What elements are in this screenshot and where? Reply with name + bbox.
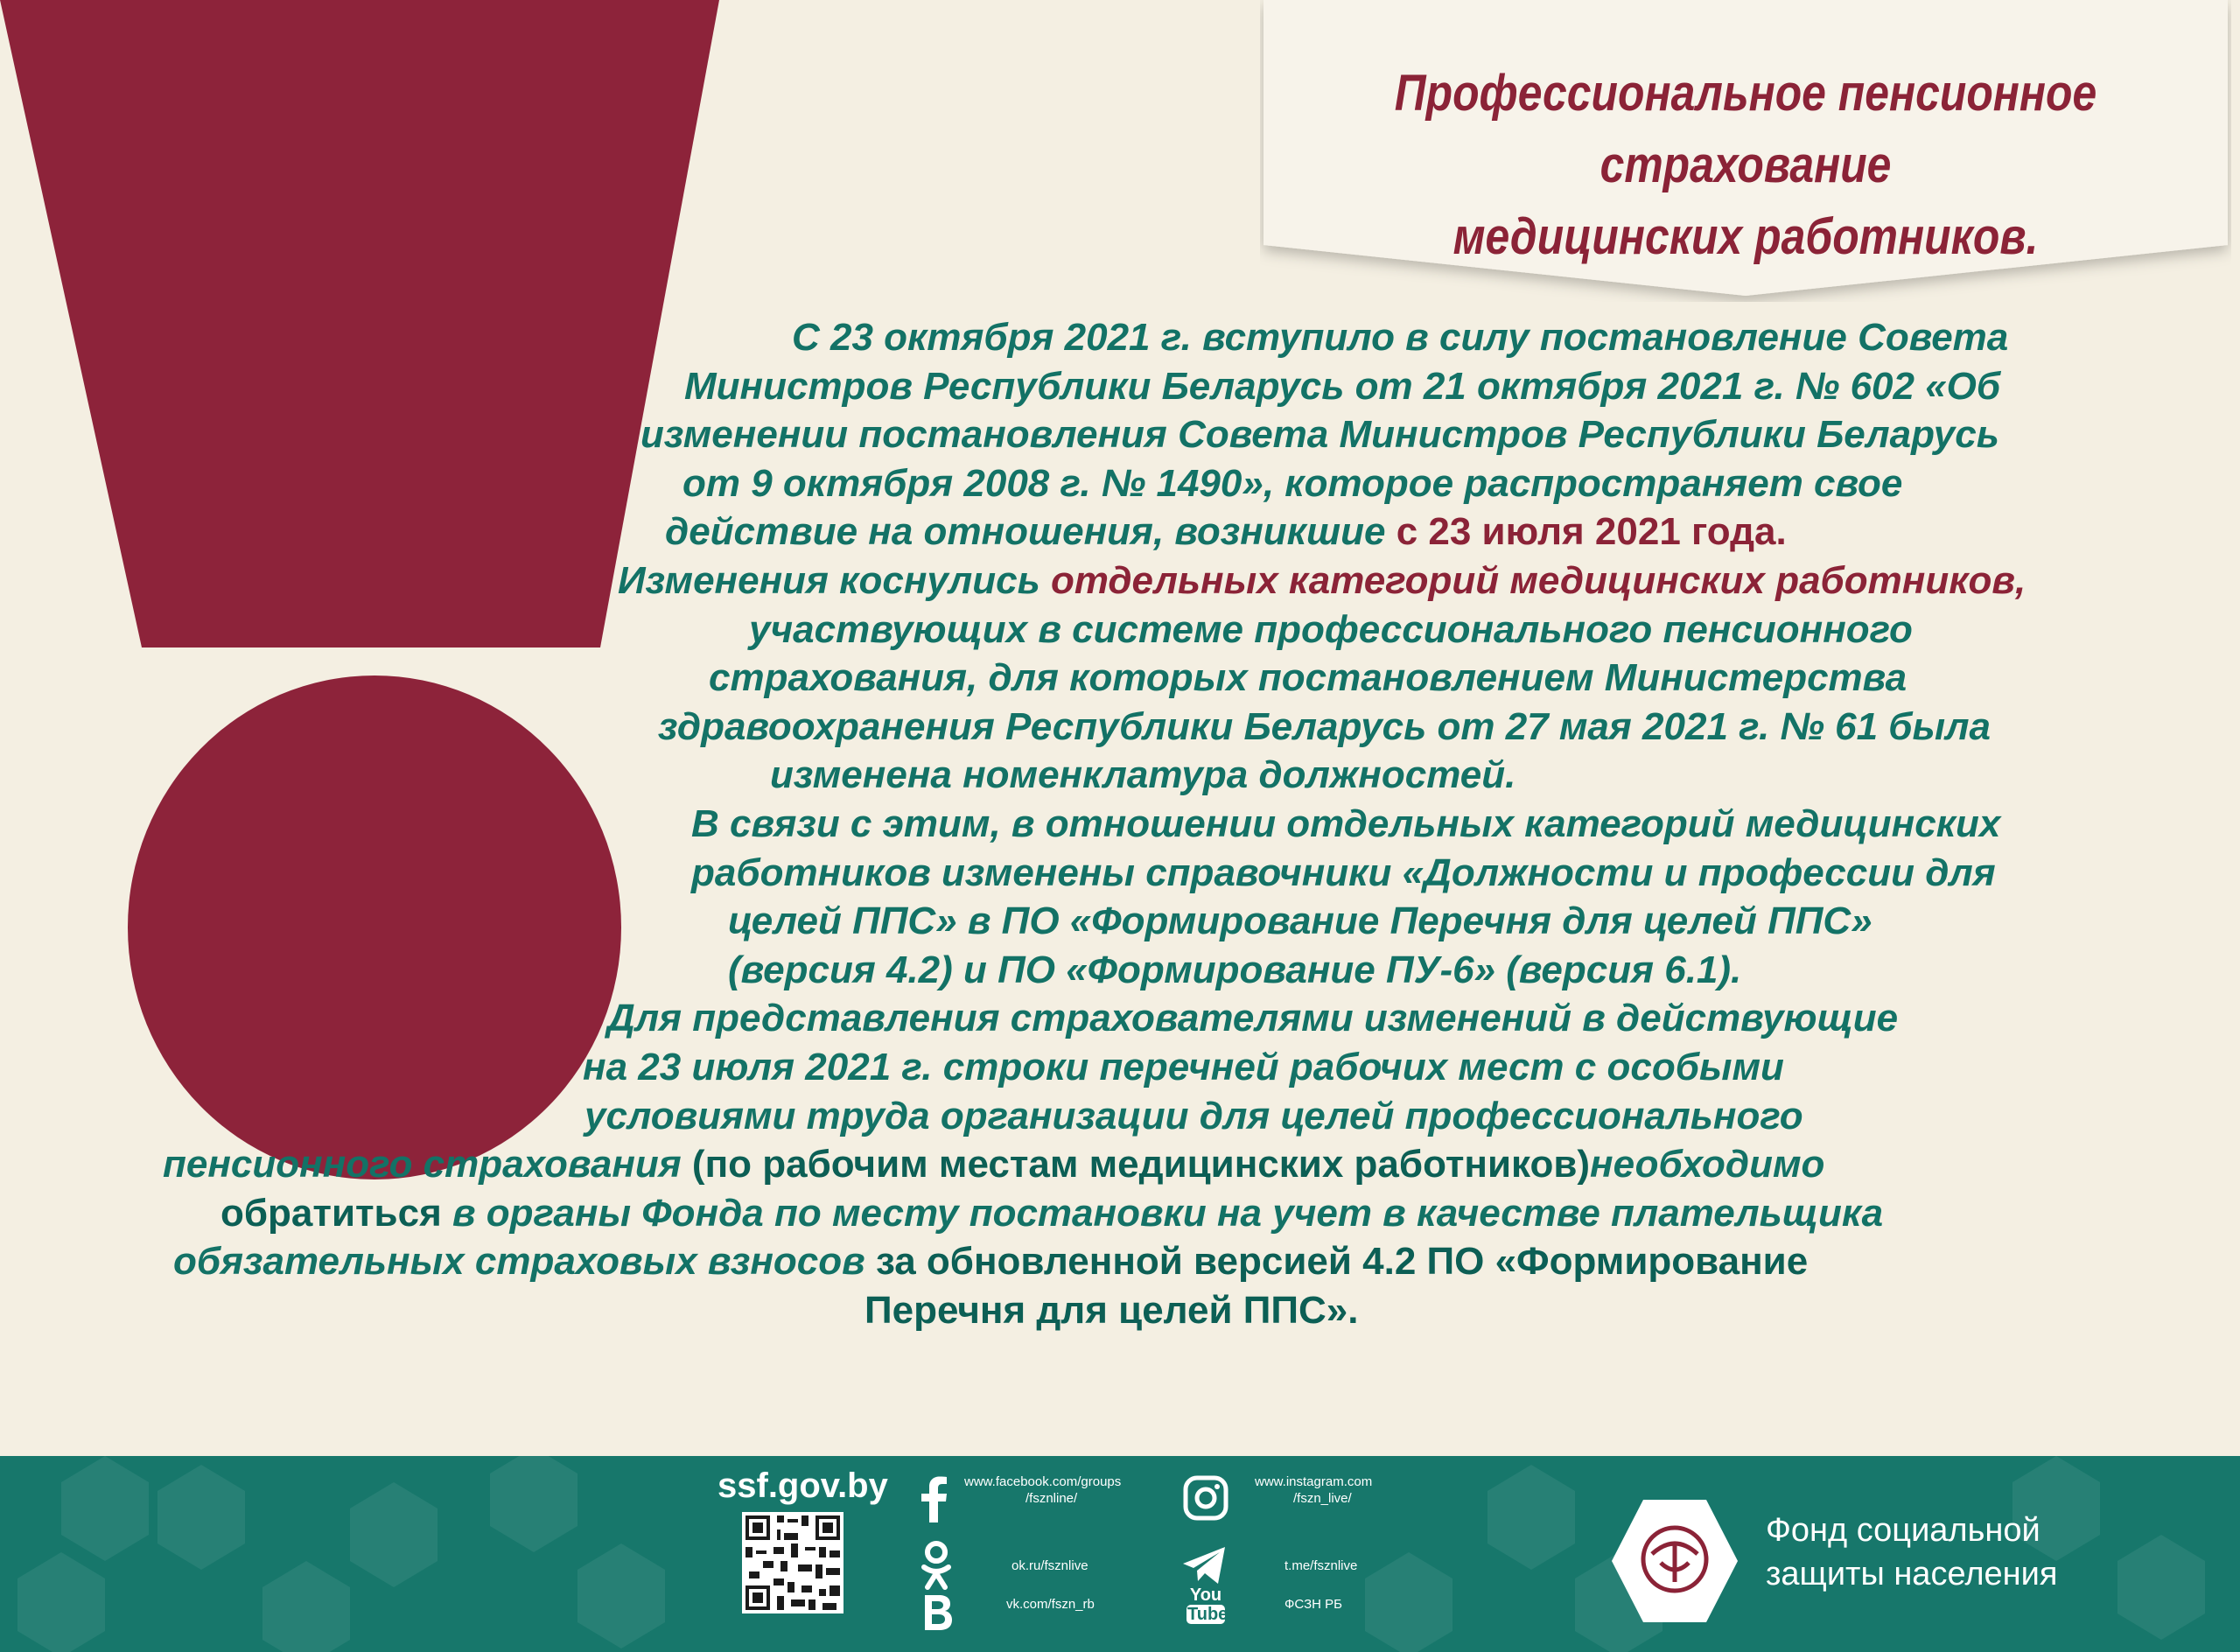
body-line: [220, 1189, 1883, 1238]
body-line: [618, 556, 2026, 606]
body-line: изменена номенклатура должностей.: [770, 753, 1516, 796]
youtube-icon-bottom: Tube: [1187, 1605, 1228, 1624]
body-line: страхования, для которых постановлением Министерства: [709, 656, 1908, 699]
organization-name: [1766, 1508, 2057, 1596]
body-line: на 23 июля 2021 г. строки перечней рабочих мест с особыми: [583, 1046, 1784, 1088]
telegram-icon[interactable]: [1181, 1545, 1228, 1586]
body-line: участвующих в системе профессионального пенсионного: [749, 608, 1913, 651]
body-line: [163, 1140, 1824, 1189]
highlight-workplaces: (по рабочим местам медицинских работников): [691, 1143, 1591, 1186]
body-line: Для представления страхователями изменений в действующие: [607, 997, 1899, 1040]
organization-name-line2: защиты населения: [1766, 1556, 2058, 1592]
instagram-icon[interactable]: [1183, 1475, 1228, 1521]
facebook-link[interactable]: [964, 1474, 1121, 1507]
qr-code-icon: [742, 1512, 844, 1614]
highlight-categories: отдельных категорий медицинских работников,: [1050, 559, 2026, 602]
body-text-segment: пенсионного страхования: [163, 1143, 692, 1186]
body-line: Министров Республики Беларусь от 21 октября 2021 г. № 602 «Об: [684, 365, 2001, 408]
footer: [0, 1456, 2240, 1652]
body-line: изменении постановления Совета Министров Республики Беларусь: [640, 413, 1999, 456]
facebook-icon[interactable]: [919, 1475, 948, 1522]
instagram-link[interactable]: [1255, 1474, 1372, 1507]
vk-link[interactable]: vk.com/fszn_rb: [1006, 1597, 1095, 1612]
facebook-line2: /fsznline/: [1026, 1491, 1078, 1506]
body-line: [173, 1237, 1808, 1286]
body-line: В связи с этим, в отношении отдельных категорий медицинских: [691, 802, 2001, 845]
vk-icon[interactable]: [922, 1592, 954, 1633]
instagram-line1: www.instagram.com: [1255, 1474, 1373, 1489]
youtube-icon[interactable]: [1186, 1586, 1228, 1624]
highlight-version: за обновленной версией 4.2 ПО «Формирование: [875, 1240, 1809, 1283]
body-text-segment: в органы Фонда по месту постановки на учет в качестве плательщика: [441, 1192, 1884, 1235]
body-line: работников изменены справочники «Должности и профессии для: [691, 851, 1996, 894]
body-text-segment: необходимо: [1590, 1143, 1825, 1186]
body-line: [665, 508, 1787, 556]
site-link[interactable]: ssf.gov.by: [718, 1466, 888, 1505]
body-text-segment: обязательных страховых взносов: [173, 1240, 876, 1283]
banner-title-line1: Профессиональное пенсионное страхование: [1394, 65, 2097, 193]
highlight-apply: обратиться: [220, 1192, 442, 1235]
telegram-link[interactable]: t.me/fsznlive: [1284, 1558, 1358, 1573]
body-line: здравоохранения Республики Беларусь от 27 мая 2021 г. № 61 была: [658, 705, 1991, 748]
fszn-logo: [1610, 1498, 1740, 1624]
ok-link[interactable]: ok.ru/fsznlive: [1012, 1558, 1088, 1573]
odnoklassniki-icon[interactable]: [920, 1540, 952, 1591]
body-line: целей ППС» в ПО «Формирование Перечня для целей ППС»: [728, 900, 1872, 942]
youtube-link[interactable]: ФСЗН РБ: [1284, 1597, 1342, 1612]
body-line: от 9 октября 2008 г. № 1490», которое распространяет свое: [682, 462, 1903, 505]
body-text-segment: Изменения коснулись: [618, 559, 1051, 602]
organization-name-line1: Фонд социальной: [1766, 1512, 2040, 1549]
instagram-line2: /fszn_live/: [1293, 1491, 1352, 1506]
youtube-icon-top: You: [1189, 1586, 1222, 1605]
highlight-date: с 23 июля 2021 года.: [1396, 510, 1787, 553]
body-line: Перечня для целей ППС».: [864, 1289, 1359, 1332]
banner-title-line2: медицинских работников.: [1452, 208, 2039, 265]
banner-title: [1328, 58, 2164, 273]
body-text-segment: действие на отношения, возникшие: [665, 510, 1396, 553]
facebook-line1: www.facebook.com/groups: [964, 1474, 1122, 1489]
body-line: (версия 4.2) и ПО «Формирование ПУ-6» (версия 6.1).: [728, 948, 1742, 991]
body-line: условиями труда организации для целей профессионального: [584, 1095, 1803, 1138]
body-line: С 23 октября 2021 г. вступило в силу постановление Совета: [792, 316, 2009, 359]
